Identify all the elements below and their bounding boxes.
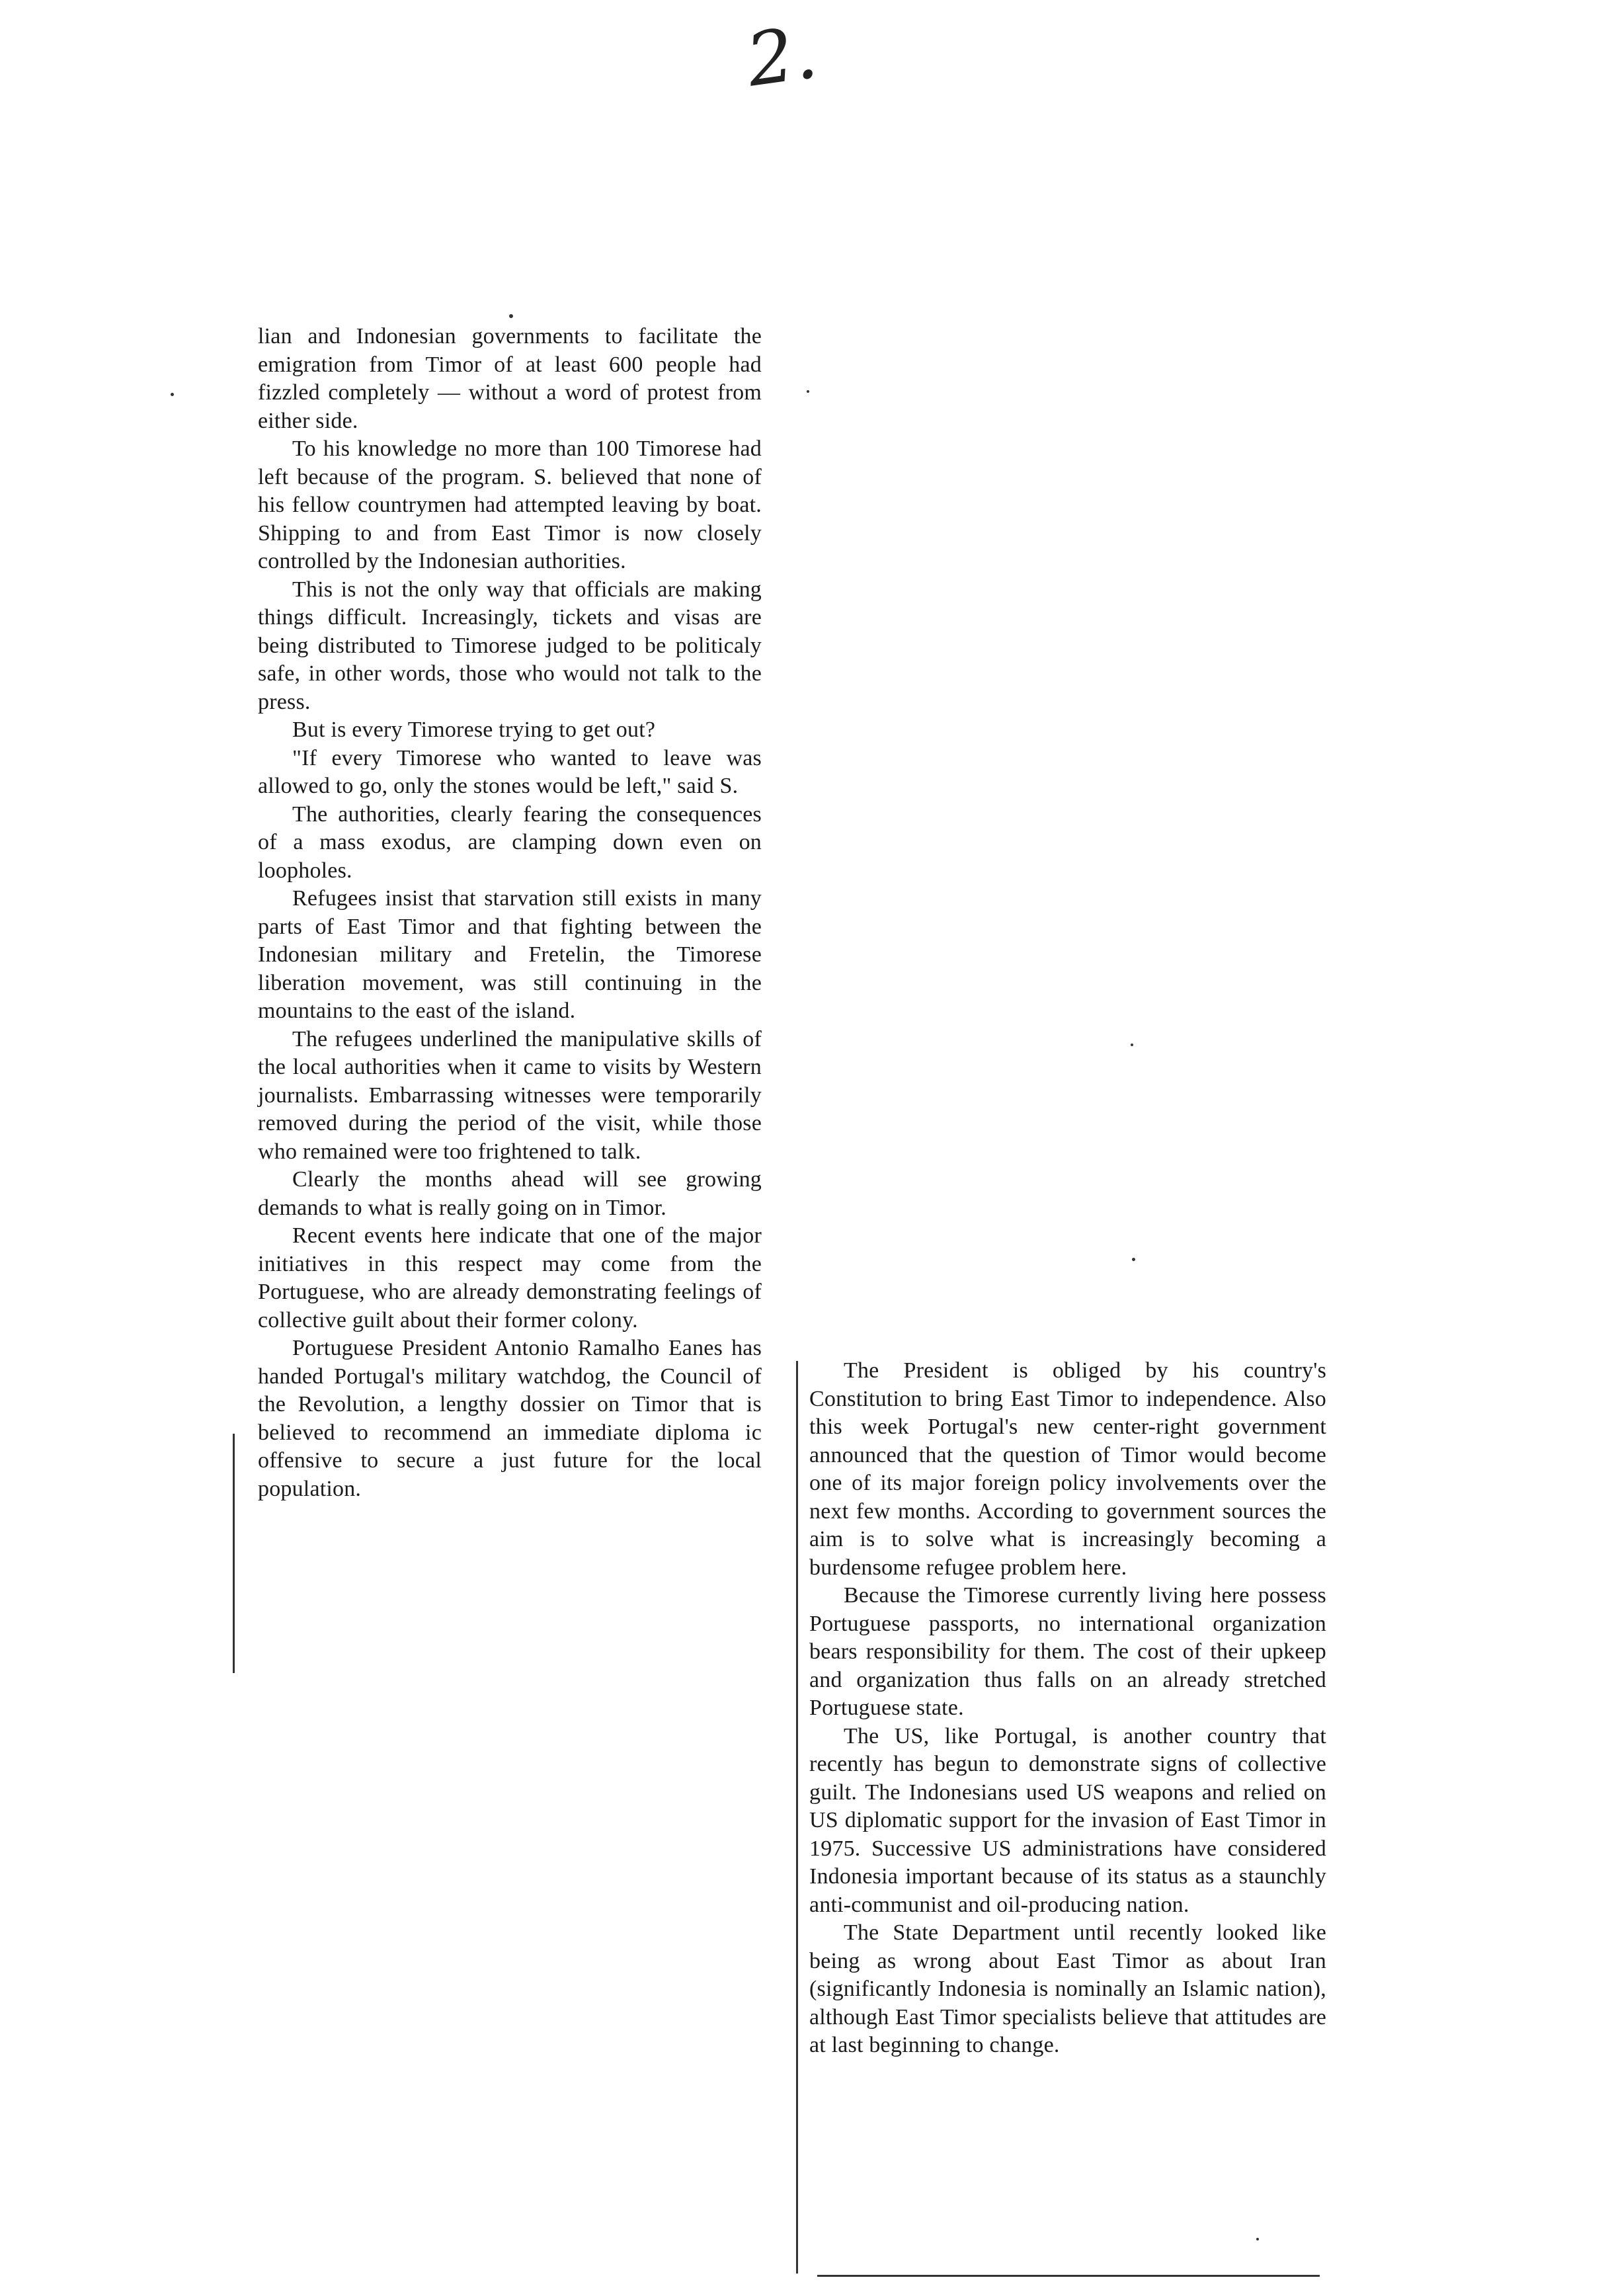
paragraph: Portuguese President Antonio Ramalho Eanes has handed Portugal's military watchdog, the Council of the Revolution, a lengthy dossier on Timor that is believed to recommend an immediate diploma ic offensive to secure a just future for the local population.	[258, 1336, 762, 1501]
scan-speck	[171, 393, 174, 396]
right-column-rule	[796, 1361, 798, 2274]
handwritten-page-number: 2.	[741, 9, 823, 103]
scan-speck	[1256, 2238, 1259, 2240]
paragraph: Because the Timorese currently living here possess Portuguese passports, no international organization bears responsibility for them. The cost of their upkeep and organization thus falls on an already stretched Portuguese state.	[809, 1583, 1326, 1720]
paragraph: The refugees underlined the manipulative skills of the local authorities when it came to visits by Western journalists. Embarrassing witnesses were temporarily removed during the period of the visit, while those who remained were too frightened to talk.	[258, 1026, 762, 1164]
paragraph: lian and Indonesian governments to facilitate the emigration from Timor of at least 600 people had fizzled completely — without a word of protest from either side.	[258, 324, 762, 433]
paragraph: But is every Timorese trying to get out?	[292, 718, 656, 742]
bottom-rule	[817, 2275, 1320, 2277]
paragraph: The authorities, clearly fearing the consequences of a mass exodus, are clamping down even on loopholes.	[258, 801, 762, 883]
paragraph: The President is obliged by his country's Constitution to bring East Timor to independence. Also this week Portugal's new center-right government announced that the question of Timor would become one of its major foreign policy involvements over the next few months. According to government sources the aim is to solve what is increasingly becoming a burdensome refugee problem here.	[809, 1358, 1326, 1580]
scan-speck	[807, 390, 809, 393]
left-column-rule	[233, 1434, 235, 1673]
paragraph: To his knowledge no more than 100 Timorese had left because of the program. S. believed that none of his fellow countrymen had attempted leaving by boat. Shipping to and from East Timor is now closely controlled by the Indonesian authorities.	[258, 436, 762, 573]
paragraph: Clearly the months ahead will see growing demands to what is really going on in Timor.	[258, 1167, 762, 1220]
right-article-column	[809, 1357, 1326, 2060]
paragraph: Recent events here indicate that one of the major initiatives in this respect may come from the Portuguese, who are already demonstrating feelings of collective guilt about their former colony.	[258, 1223, 762, 1332]
paragraph: This is not the only way that officials are making things difficult. Increasingly, tickets and visas are being distributed to Timorese judged to be politicaly safe, in other words, those who would not talk to the press.	[258, 577, 762, 714]
scan-speck	[1132, 1258, 1135, 1261]
paragraph: "If every Timorese who wanted to leave was allowed to go, only the stones would be left," said S.	[258, 745, 762, 798]
left-article-column	[258, 323, 762, 1503]
paragraph: The State Department until recently looked like being as wrong about East Timor as about Iran (significantly Indonesia is nominally an Islamic nation), although East Timor specialists believe that attitudes are at last beginning to change.	[809, 1920, 1326, 2057]
paragraph: Refugees insist that starvation still exists in many parts of East Timor and that fighting between the Indonesian military and Fretelin, the Timorese liberation movement, was still continuing in the mountains to the east of the island.	[258, 886, 762, 1023]
paragraph: The US, like Portugal, is another country that recently has begun to demonstrate signs of collective guilt. The Indonesians used US weapons and relied on US diplomatic support for the invasion of East Timor in 1975. Successive US administrations have considered Indonesia important because of its status as a staunchly anti-communist and oil-producing nation.	[809, 1723, 1326, 1917]
scan-speck	[509, 314, 513, 318]
scan-speck	[1131, 1044, 1133, 1046]
